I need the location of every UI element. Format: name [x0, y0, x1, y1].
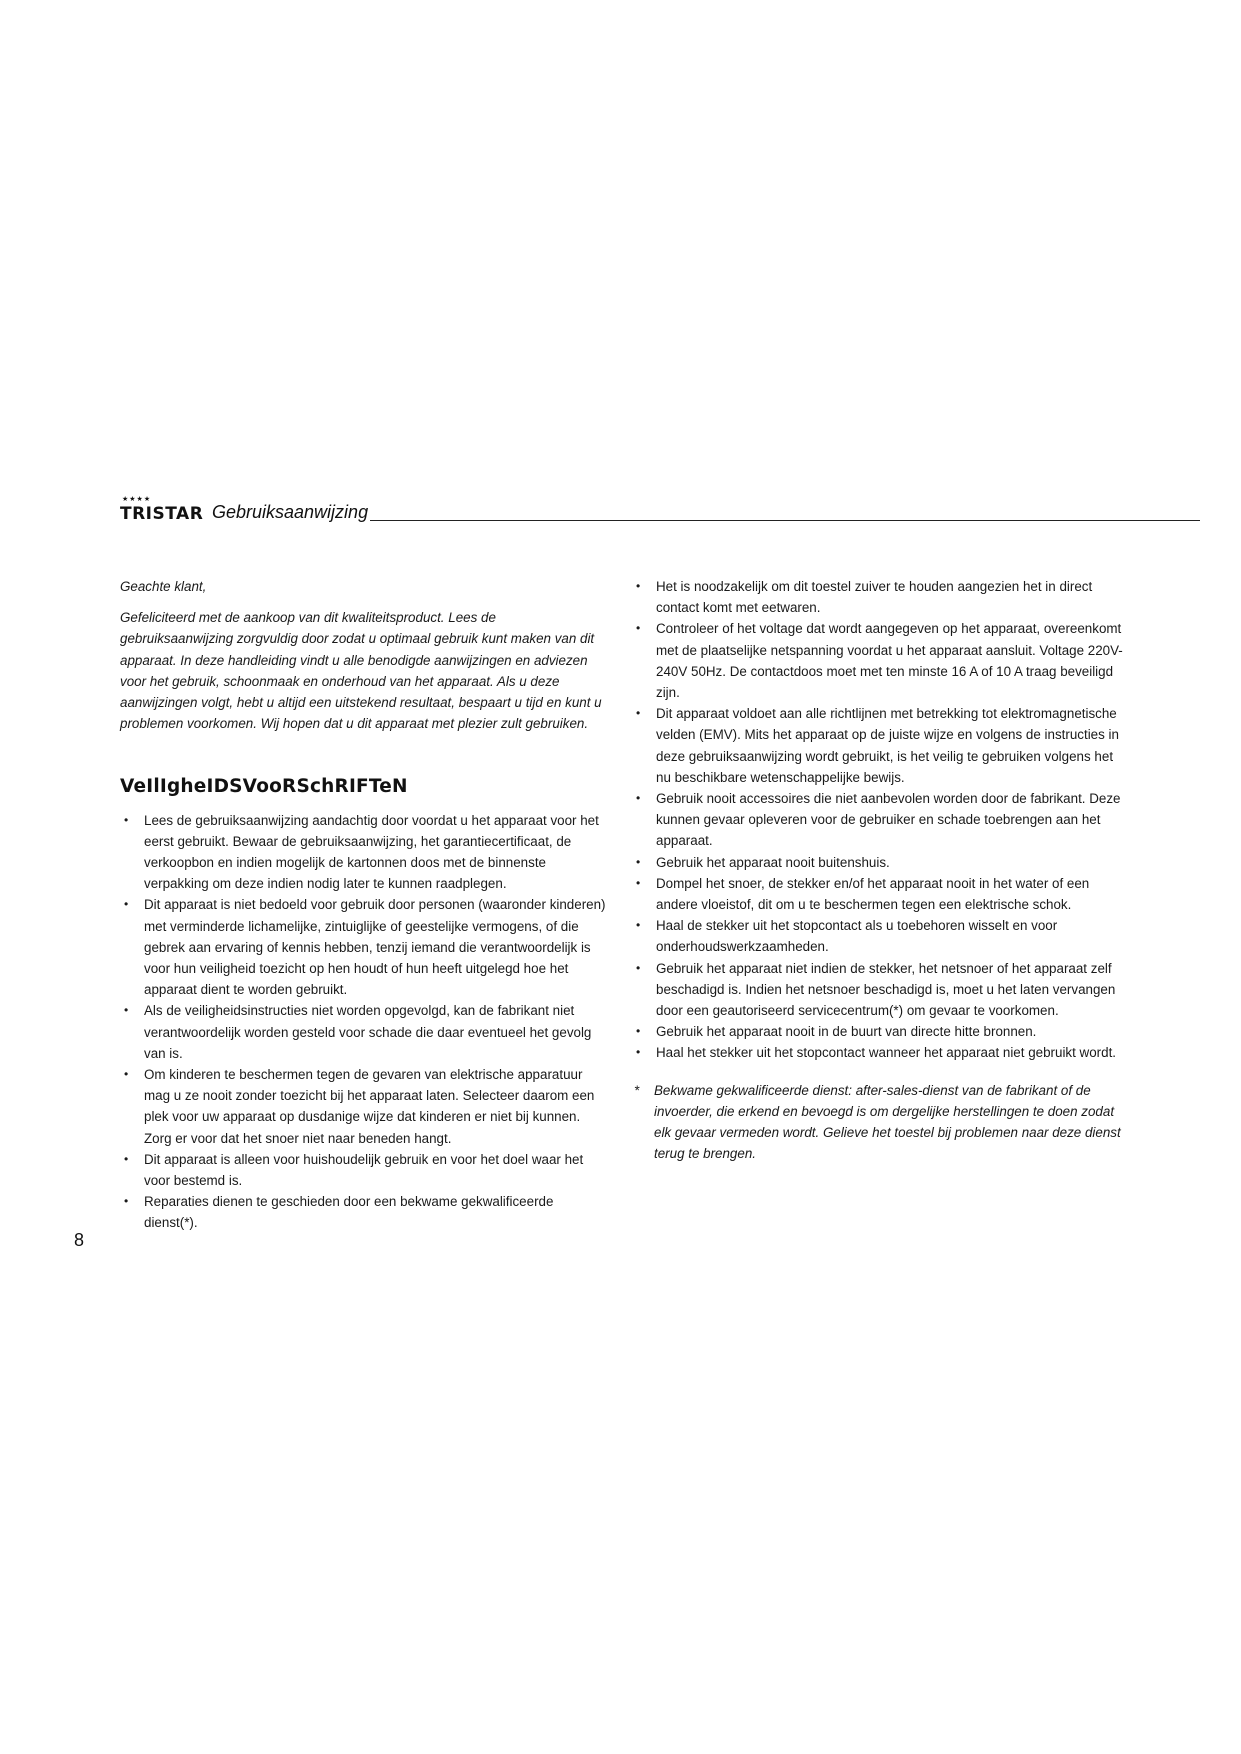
footnote-text: Bekwame gekwalificeerde dienst: after-sales-dienst van de fabrikant of de invoerder, die erkend en bevoegd is om dergelijke herstellingen te doen zodat elk gevaar vermeden wordt. Gelieve het toestel bij problemen naar deze dienst terug te brengen. — [654, 1082, 1121, 1162]
list-item: • Dompel het snoer, de stekker en/of het apparaat nooit in het water of een andere vloeistof, dit om u te beschermen tegen een elektrische schok. — [632, 873, 1124, 915]
safety-list-right — [632, 576, 1124, 1064]
list-item: • Controleer of het voltage dat wordt aangegeven op het apparaat, overeenkomt met de plaatselijke netspanning voordat u het apparaat aansluit. Voltage 220V-240V 50Hz. De contactdoos moet met ten minste 16 A of 10 A traag beveiligd zijn. — [632, 618, 1124, 703]
page-number: 8 — [74, 1230, 85, 1250]
list-item: • Het is noodzakelijk om dit toestel zuiver te houden aangezien het in direct contact komt met eetwaren. — [632, 576, 1124, 618]
list-item: • Om kinderen te beschermen tegen de gevaren van elektrische apparatuur mag u ze nooit zonder toezicht bij het apparaat laten. Selecteer daarom een plek voor uw apparaat op dusdanige wijze dat kinderen er niet bij kunnen. Zorg er voor dat het snoer niet naar beneden hangt. — [120, 1064, 610, 1149]
footnote — [632, 1080, 1124, 1165]
safety-heading: VeIlIgheIDSVooRSchRIFTeN — [120, 776, 408, 798]
list-item: • Dit apparaat is alleen voor huishoudelijk gebruik en voor het doel waar het voor bestemd is. — [120, 1149, 610, 1191]
footnote-marker: * — [634, 1082, 640, 1098]
header-rule — [370, 520, 1200, 521]
list-item: • Haal de stekker uit het stopcontact als u toebehoren wisselt en voor onderhoudswerkzaamheden. — [632, 915, 1124, 957]
list-item: • Gebruik het apparaat niet indien de stekker, het netsnoer of het apparaat zelf beschadigd is. Indien het netsnoer beschadigd is, moet u het laten vervangen door een geautoriseerd servicecentrum(*) om gevaar te voorkomen. — [632, 958, 1124, 1022]
list-item: • Als de veiligheidsinstructies niet worden opgevolgd, kan de fabrikant niet verantwoordelijk worden gesteld voor schade die daar eventueel het gevolg van is. — [120, 1000, 610, 1064]
page-header — [120, 495, 1200, 530]
intro-paragraph: Gefeliciteerd met de aankoop van dit kwaliteitsproduct. Lees de gebruiksaanwijzing zorgvuldig door zodat u optimaal gebruik kunt maken van dit apparaat. In deze handleiding vindt u alle benodigde aanwijzingen en adviezen voor het gebruik, schoonmaak en onderhoud van het apparaat. Als u deze aanwijzingen volgt, hebt u altijd een uitstekend resultaat, bespaart u tijd en kunt u problemen voorkomen. Wij hopen dat u dit apparaat met plezier zult gebruiken. — [120, 610, 602, 732]
brand-logo: TRISTAR — [120, 504, 204, 524]
list-item: • Gebruik het apparaat nooit in de buurt van directe hitte bronnen. — [632, 1021, 1124, 1042]
right-column — [632, 576, 1124, 1164]
list-item: • Reparaties dienen te geschieden door een bekwame gekwalificeerde dienst(*). — [120, 1191, 610, 1233]
manual-title: Gebruiksaanwijzing — [212, 502, 369, 522]
list-item: • Dit apparaat is niet bedoeld voor gebruik door personen (waaronder kinderen) met verminderde lichamelijke, zintuiglijke of geestelijke vermogens, of die gebrek aan ervaring of kennis hebben, tenzij iemand die verantwoordelijk is voor hun veiligheid toezicht op hen houdt of hun heeft uitgelegd hoe het apparaat dient te worden gebruikt. — [120, 894, 610, 1000]
list-item: • Haal het stekker uit het stopcontact wanneer het apparaat niet gebruikt wordt. — [632, 1042, 1124, 1063]
brand-stars: ★★★★ — [122, 495, 152, 503]
list-item: • Gebruik het apparaat nooit buitenshuis. — [632, 852, 1124, 873]
safety-list-left — [120, 810, 610, 1234]
list-item: • Lees de gebruiksaanwijzing aandachtig door voordat u het apparaat voor het eerst gebruikt. Bewaar de gebruiksaanwijzing, het garantiecertificaat, de verkoopbon en indien mogelijk de kartonnen doos met de binnenste verpakking om deze indien nodig later te kunnen raadplegen. — [120, 810, 610, 895]
list-item: • Dit apparaat voldoet aan alle richtlijnen met betrekking tot elektromagnetische velden (EMV). Mits het apparaat op de juiste wijze en volgens de instructies in deze gebruiksaanwijzing wordt gebruikt, is het veilig te gebruiken volgens het nu beschikbare wetenschappelijke bewijs. — [632, 703, 1124, 788]
greeting: Geachte klant, — [120, 579, 207, 594]
left-column — [120, 576, 610, 1234]
list-item: • Gebruik nooit accessoires die niet aanbevolen worden door de fabrikant. Deze kunnen gevaar opleveren voor de gebruiker en schade toebrengen aan het apparaat. — [632, 788, 1124, 852]
